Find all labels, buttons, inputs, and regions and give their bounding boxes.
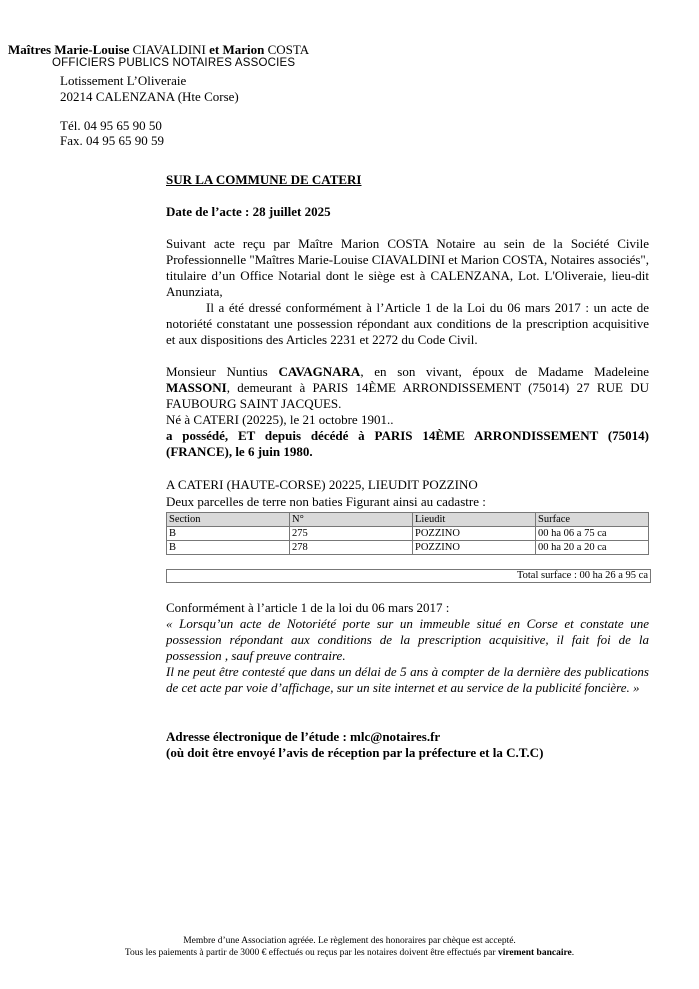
col-surface: Surface (536, 513, 649, 527)
law-quote-2: Il ne peut être contesté que dans un délai de 5 ans à compter de la dernière des publications de cet acte par voie d’affichage, sur un site internet et au service de la publicité foncière. » (166, 664, 649, 695)
cell-surface: 00 ha 20 a 20 ca (536, 541, 649, 555)
total-surface: Total surface : 00 ha 26 a 95 ca (166, 569, 651, 583)
footer-period: . (571, 948, 575, 958)
col-number: N° (290, 513, 413, 527)
person-paragraph (166, 364, 649, 412)
footer-payment: Tous les paiements à partir de 3000 € effectués ou reçus par les notaires doivent être effectués par (124, 948, 498, 958)
person-block (166, 364, 649, 460)
fax-line: Fax. 04 95 65 90 59 (60, 133, 164, 148)
firm-name-1: CIAVALDINI (132, 42, 206, 57)
spouse-surname: MASSONI (166, 380, 227, 395)
law-quote-1: « Lorsqu’un acte de Notoriété porte sur un immeuble situé en Corse et constate une possession répondant aux conditions de la prescription acquisitive, il fait foi de la possession , sauf preuve contraire. (166, 616, 649, 663)
table-row (167, 527, 649, 541)
paragraph-deed (166, 236, 649, 348)
law-block (166, 600, 649, 696)
footer-virement: virement bancaire (497, 948, 572, 958)
death-line: a possédé, ET depuis décédé à PARIS 14ÈME ARRONDISSEMENT (75014) (FRANCE), le 6 juin 1980. (166, 428, 649, 459)
firm-mid: et Marion (205, 42, 268, 57)
footer-line-2 (100, 947, 599, 959)
col-lieudit: Lieudit (413, 513, 536, 527)
email-line: Adresse électronique de l’étude : mlc@notaires.fr (166, 729, 441, 744)
property-location: A CATERI (HAUTE-CORSE) 20225, LIEUDIT POZZINO (166, 477, 478, 492)
cell-number: 278 (290, 541, 413, 555)
cell-lieudit: POZZINO (413, 527, 536, 541)
address-line-2: 20214 CALENZANA (Hte Corse) (60, 89, 239, 104)
cell-section: B (167, 527, 290, 541)
officiers-line: OFFICIERS PUBLICS NOTAIRES ASSOCIES (52, 57, 296, 69)
table-header-row (167, 513, 649, 527)
paragraph-2: Il a été dressé conformément à l’Article 1 de la Loi du 06 mars 2017 : un acte de notoriété constatant une possession répondant aux conditions de la prescription acquisitive et aux dispositions des Articles 2231 et 2272 du Code Civil. (166, 300, 649, 347)
address-line-1: Lotissement L’Oliveraie (60, 73, 187, 88)
firm-prefix: Maîtres Marie-Louise (8, 42, 133, 57)
act-date: Date de l’acte : 28 juillet 2025 (166, 204, 331, 219)
tel-line: Tél. 04 95 65 90 50 (60, 118, 162, 133)
cell-section: B (167, 541, 290, 555)
firm-name-2: COSTA (267, 42, 310, 57)
law-intro: Conformément à l’article 1 de la loi du 06 mars 2017 : (166, 600, 450, 615)
footer-line-1: Membre d’une Association agréée. Le règlement des honoraires par chèque est accepté. (183, 936, 516, 946)
person-intro: Monsieur Nuntius (166, 364, 279, 379)
cadastre-table (166, 512, 649, 555)
person-surname: CAVAGNARA (278, 364, 361, 379)
paragraph-1: Suivant acte reçu par Maître Marion COSTA Notaire au sein de la Société Civile Professionnelle "Maîtres Marie-Louise CIAVALDINI et Marion COSTA, Notaires associés", titulaire d’un Office Notarial dont le siège est à CALENZANA, Lot. L'Oliveraie, lieu-dit Anunziata, (166, 236, 649, 299)
col-section: Section (167, 513, 290, 527)
person-spouse-intro: , en son vivant, époux de Madame Madeleine (360, 364, 650, 379)
email-note: (où doit être envoyé l’avis de réception par la préfecture et la C.T.C) (166, 745, 544, 760)
cell-number: 275 (290, 527, 413, 541)
birth-line: Né à CATERI (20225), le 21 octobre 1901.. (166, 412, 394, 427)
cell-surface: 00 ha 06 a 75 ca (536, 527, 649, 541)
person-address: , demeurant à PARIS 14ÈME ARRONDISSEMENT (75014) 27 RUE DU FAUBOURG SAINT JACQUES. (166, 380, 649, 411)
footer (100, 935, 599, 959)
document-title: SUR LA COMMUNE DE CATERI (166, 172, 362, 187)
firm-name (8, 42, 309, 57)
property-intro: Deux parcelles de terre non baties Figurant ainsi au cadastre : (166, 494, 486, 509)
cell-lieudit: POZZINO (413, 541, 536, 555)
table-row (167, 541, 649, 555)
